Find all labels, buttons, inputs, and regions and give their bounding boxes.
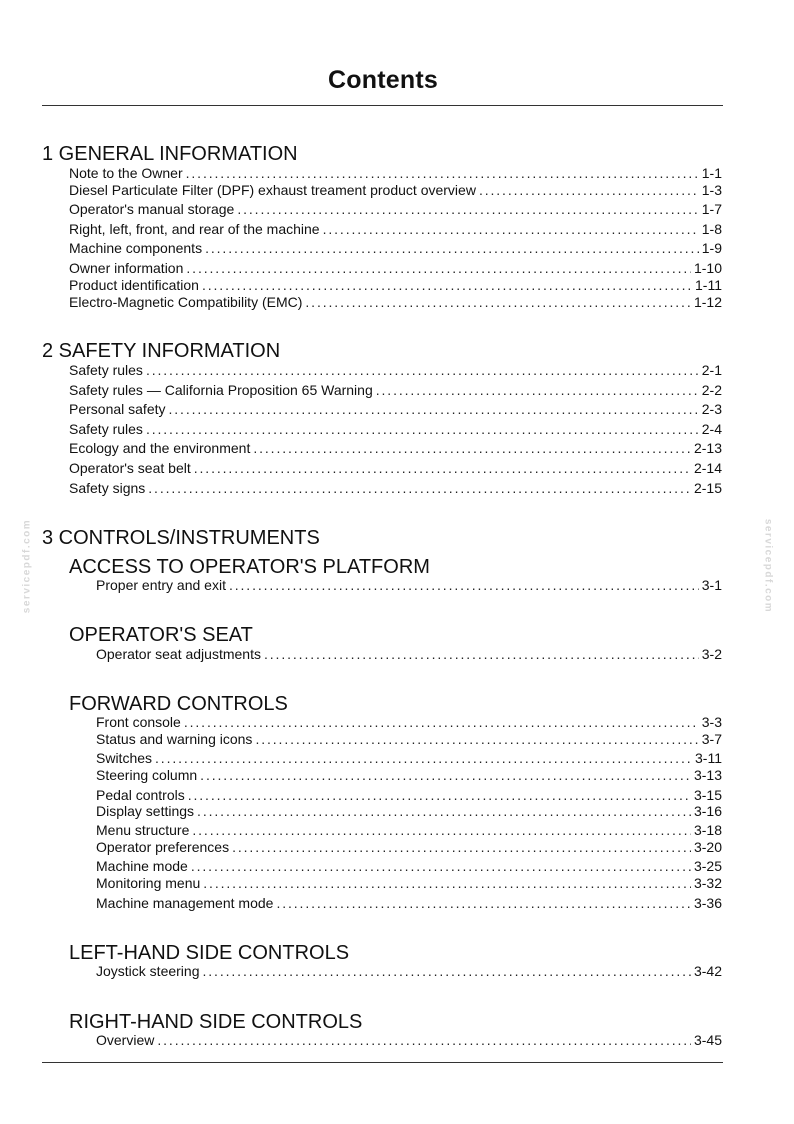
leader-dots [202, 963, 690, 980]
leader-dots [229, 577, 699, 594]
toc-entry[interactable] [96, 731, 722, 748]
toc-entry-title: Status and warning icons [96, 731, 253, 747]
toc-entry[interactable] [69, 480, 722, 497]
toc-entry[interactable] [96, 646, 722, 663]
toc-entry-title: Display settings [96, 803, 195, 819]
leader-dots [191, 858, 691, 875]
leader-dots [253, 440, 691, 457]
toc-entry-title: Steering column [96, 767, 198, 783]
toc-entry[interactable] [96, 963, 722, 980]
toc-entry-title: Operator seat adjustments [96, 646, 261, 662]
leader-dots [376, 382, 699, 399]
toc-entry-title: Safety rules — California Proposition 65 Warning [69, 382, 373, 398]
toc-entry-title: Overview [96, 1032, 155, 1048]
toc-entry[interactable] [96, 767, 722, 784]
section-heading-general-information[interactable]: 1 GENERAL INFORMATION [42, 143, 298, 165]
bottom-rule [42, 1062, 723, 1063]
leader-dots [323, 221, 699, 238]
leader-dots [157, 1032, 691, 1049]
leader-dots [232, 839, 691, 856]
toc-entry-page: 3-11 [695, 750, 722, 766]
toc-entry[interactable] [69, 201, 722, 218]
toc-entry-title: Personal safety [69, 401, 166, 417]
toc-entry[interactable] [69, 221, 722, 238]
toc-entry[interactable] [69, 460, 722, 477]
top-rule [42, 105, 723, 106]
toc-entry[interactable] [96, 858, 722, 875]
toc-entry[interactable] [96, 750, 722, 767]
toc-entry[interactable] [69, 277, 722, 294]
toc-entry[interactable] [96, 895, 722, 912]
toc-entry-page: 2-13 [693, 440, 722, 456]
toc-entry[interactable] [96, 875, 722, 892]
toc-entry-title: Proper entry and exit [96, 577, 226, 593]
toc-entry[interactable] [96, 714, 722, 731]
leader-dots [184, 714, 699, 731]
toc-entry-title: Safety rules [69, 362, 143, 378]
toc-entry-page: 2-3 [701, 401, 722, 417]
toc-entry[interactable] [96, 839, 722, 856]
toc-entry-page: 3-1 [701, 577, 722, 593]
toc-entry-page: 3-45 [693, 1032, 722, 1048]
leader-dots [205, 240, 699, 257]
toc-entry-title: Machine management mode [96, 895, 274, 911]
leader-dots [202, 277, 692, 294]
toc-entry[interactable] [69, 182, 722, 199]
toc-entry-title: Operator's seat belt [69, 460, 191, 476]
toc-entry-title: Joystick steering [96, 963, 200, 979]
leader-dots [305, 294, 691, 311]
subsection-heading-access[interactable]: ACCESS TO OPERATOR'S PLATFORM [69, 556, 430, 578]
toc-entry[interactable] [96, 803, 722, 820]
toc-entry-page: 1-8 [701, 221, 722, 237]
toc-entry-page: 3-3 [701, 714, 722, 730]
toc-entry-page: 3-32 [693, 875, 722, 891]
toc-entry-page: 1-12 [693, 294, 722, 310]
toc-entry-title: Right, left, front, and rear of the machine [69, 221, 320, 237]
toc-entry-title: Switches [96, 750, 153, 766]
toc-entry-page: 2-1 [701, 362, 722, 378]
toc-entry-page: 1-1 [701, 165, 722, 181]
subsection-heading-left-hand-side-controls[interactable]: LEFT-HAND SIDE CONTROLS [69, 942, 350, 964]
leader-dots [192, 822, 691, 839]
toc-entry-page: 1-3 [701, 182, 722, 198]
toc-entry[interactable] [69, 165, 722, 182]
leader-dots [186, 165, 699, 182]
leader-dots [479, 182, 699, 199]
toc-entry-title: Note to the Owner [69, 165, 183, 181]
toc-entry-title: Ecology and the environment [69, 440, 251, 456]
toc-entry[interactable] [69, 260, 722, 277]
toc-entry[interactable] [69, 401, 722, 418]
toc-entry-page: 3-36 [693, 895, 722, 911]
toc-entry-page: 3-25 [693, 858, 722, 874]
leader-dots [194, 460, 691, 477]
toc-entry-title: Operator's manual storage [69, 201, 235, 217]
toc-entry-page: 1-9 [701, 240, 722, 256]
toc-entry-title: Safety rules [69, 421, 143, 437]
toc-entry[interactable] [69, 240, 722, 257]
toc-entry-title: Menu structure [96, 822, 190, 838]
toc-entry-title: Monitoring menu [96, 875, 201, 891]
toc-entry[interactable] [96, 822, 722, 839]
subsection-heading-forward-controls[interactable]: FORWARD CONTROLS [69, 693, 288, 715]
leader-dots [146, 362, 699, 379]
toc-entry-page: 2-14 [693, 460, 722, 476]
toc-entry-page: 2-2 [701, 382, 722, 398]
toc-entry-page: 3-7 [701, 731, 722, 747]
toc-entry-page: 3-15 [693, 787, 722, 803]
page-title: Contents [328, 66, 438, 94]
toc-entry-page: 3-2 [701, 646, 722, 662]
toc-entry-page: 3-13 [693, 767, 722, 783]
leader-dots [255, 731, 698, 748]
toc-entry-page: 3-42 [693, 963, 722, 979]
toc-entry-page: 2-4 [701, 421, 722, 437]
toc-entry-page: 3-18 [693, 822, 722, 838]
toc-entry-title: Front console [96, 714, 181, 730]
toc-entry-title: Owner information [69, 260, 184, 276]
toc-entry-title: Pedal controls [96, 787, 185, 803]
toc-entry-page: 3-20 [693, 839, 722, 855]
toc-entry-page: 1-10 [693, 260, 722, 276]
subsection-heading-seat[interactable]: OPERATOR'S SEAT [69, 624, 253, 646]
leader-dots [148, 480, 691, 497]
section-heading-controls-instruments[interactable]: 3 CONTROLS/INSTRUMENTS [42, 527, 320, 549]
leader-dots [200, 767, 691, 784]
toc-entry-title: Product identification [69, 277, 199, 293]
toc-entry-page: 1-11 [695, 277, 722, 293]
section-heading-safety-information[interactable]: 2 SAFETY INFORMATION [42, 340, 281, 362]
toc-entry-page: 2-15 [693, 480, 722, 496]
leader-dots [276, 895, 691, 912]
toc-entry[interactable] [96, 787, 722, 804]
leader-dots [155, 750, 692, 767]
toc-entry[interactable] [69, 440, 722, 457]
leader-dots [264, 646, 699, 663]
toc-entry-page: 1-7 [701, 201, 722, 217]
toc-entry-title: Machine mode [96, 858, 188, 874]
toc-entry[interactable] [69, 362, 722, 379]
toc-entry-page: 3-16 [693, 803, 722, 819]
watermark-right: servicepdf.com [762, 518, 774, 614]
watermark-left: servicepdf.com [21, 518, 33, 614]
toc-entry-title: Electro-Magnetic Compatibility (EMC) [69, 294, 303, 310]
leader-dots [237, 201, 698, 218]
toc-entry-title: Operator preferences [96, 839, 230, 855]
leader-dots [186, 260, 691, 277]
leader-dots [197, 803, 691, 820]
toc-entry[interactable] [96, 1032, 722, 1049]
toc-entry[interactable] [69, 382, 722, 399]
toc-entry-title: Machine components [69, 240, 203, 256]
leader-dots [169, 401, 699, 418]
toc-entry-title: Diesel Particulate Filter (DPF) exhaust treament product overview [69, 182, 476, 198]
toc-entry[interactable] [69, 294, 722, 311]
subsection-heading-right-hand-side-controls[interactable]: RIGHT-HAND SIDE CONTROLS [69, 1011, 363, 1033]
toc-entry[interactable] [96, 577, 722, 594]
leader-dots [146, 421, 699, 438]
leader-dots [188, 787, 691, 804]
toc-entry-title: Safety signs [69, 480, 146, 496]
toc-entry[interactable] [69, 421, 722, 438]
leader-dots [203, 875, 691, 892]
